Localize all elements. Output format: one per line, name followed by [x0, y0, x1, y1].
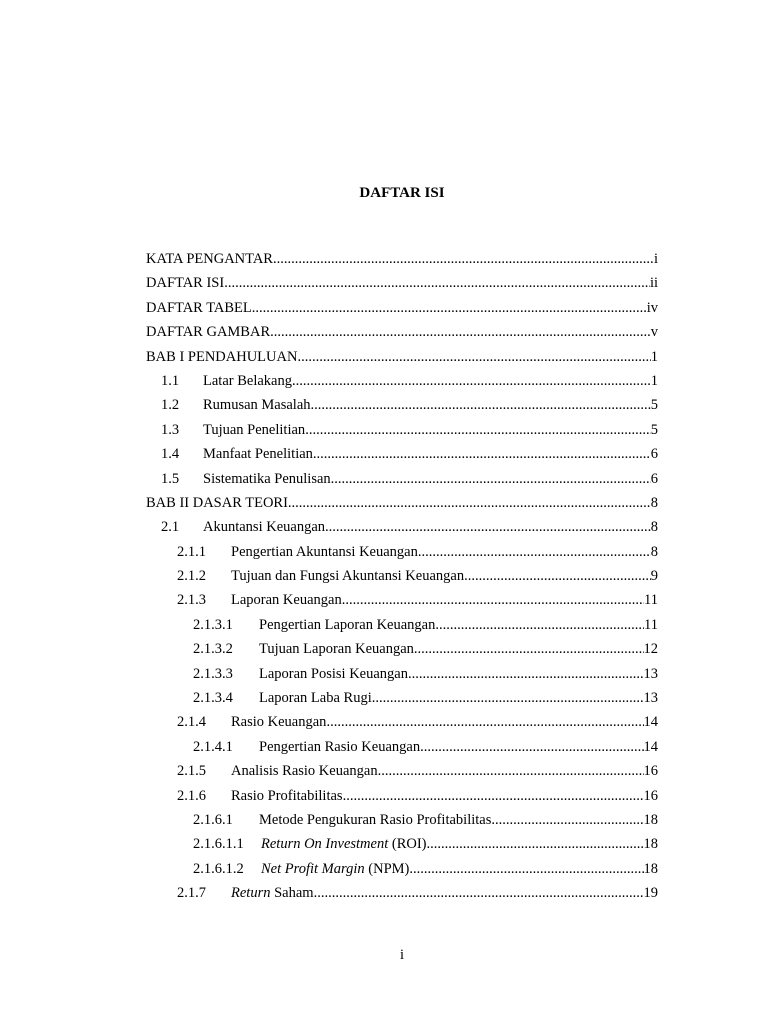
toc-entry-label-text: Laporan Posisi Keuangan: [259, 665, 408, 682]
toc-entry-label-text: DAFTAR GAMBAR: [146, 324, 271, 341]
toc-entry: [146, 784, 658, 808]
toc-entry-page: 1: [650, 372, 658, 389]
toc-entry-number: 2.1.3: [177, 592, 206, 609]
toc-entry: [146, 808, 658, 832]
toc-entry-label: [261, 832, 427, 856]
dot-leader: [292, 369, 651, 393]
toc-entry-page: 18: [643, 811, 658, 828]
toc-entry-page: 19: [643, 885, 658, 902]
toc-entry-number: 1.3: [161, 421, 180, 438]
toc-entry-label-text: Rasio Keuangan: [231, 714, 327, 731]
toc-entry-label: [146, 247, 273, 271]
toc-entry: [146, 515, 658, 539]
toc-entry-label: [203, 393, 311, 417]
toc-entry-number: 1.4: [161, 446, 180, 463]
dot-leader: [305, 418, 651, 442]
toc-entry-number: 2.1.5: [177, 763, 206, 780]
toc-entry-page: 11: [644, 616, 658, 633]
dot-leader: [408, 662, 644, 686]
toc-entry-label: [259, 808, 491, 832]
toc-entry-page: 8: [650, 494, 658, 511]
dot-leader: [414, 637, 644, 661]
dot-leader: [418, 540, 651, 564]
toc-entry-label-text: Laporan Keuangan: [231, 592, 342, 609]
toc-entry-label-text: (NPM): [364, 860, 410, 877]
toc-entry-label-text: Rasio Profitabilitas: [231, 787, 343, 804]
toc-entry: [146, 247, 658, 271]
toc-entry-label: [259, 735, 420, 759]
toc-entry-label-text: Metode Pengukuran Rasio Profitabilitas: [259, 811, 492, 828]
toc-entry-page: iv: [646, 299, 658, 316]
toc-entry-label-text: BAB I PENDAHULUAN: [146, 348, 298, 365]
toc-entry: [146, 418, 658, 442]
dot-leader: [372, 686, 644, 710]
toc-entry: [146, 296, 658, 320]
toc-entry-label-text: Manfaat Penelitian: [203, 446, 313, 463]
toc-entry-label: [259, 613, 435, 637]
toc-entry-label-text: Akuntansi Keuangan: [203, 519, 326, 536]
toc-entry-page: 16: [643, 763, 658, 780]
toc-entry-number: 2.1.2: [177, 568, 206, 585]
toc-entry-label-text: Pengertian Rasio Keuangan: [259, 738, 421, 755]
toc-entry-label-text: Sistematika Penulisan: [203, 470, 331, 487]
dot-leader: [270, 320, 651, 344]
dot-leader: [409, 857, 643, 881]
toc-entry-label: [146, 320, 270, 344]
toc-entry-page: 13: [643, 665, 658, 682]
toc-entry-page: 18: [643, 836, 658, 853]
toc-entry-label: [146, 345, 297, 369]
toc-entry-label-italic: Return: [231, 885, 271, 902]
toc-entry-label-text: KATA PENGANTAR: [146, 251, 273, 267]
toc-entry-label: [231, 710, 326, 734]
toc-entry-label: [259, 686, 372, 710]
toc-entry-number: 2.1.3.3: [193, 665, 233, 682]
toc-entry: [146, 564, 658, 588]
toc-entry-label-italic: Net Profit Margin: [261, 860, 365, 877]
toc-entry-label: [231, 759, 378, 783]
toc-entry: [146, 271, 658, 295]
toc-entry-label: [203, 515, 325, 539]
dot-leader: [378, 759, 644, 783]
toc-entry-page: 8: [650, 543, 658, 560]
toc-entry-page: 14: [643, 714, 658, 731]
toc-entry-page: 5: [650, 421, 658, 438]
toc-entry-label-text: Tujuan Penelitian: [203, 421, 306, 438]
dot-leader: [313, 442, 651, 466]
dot-leader: [297, 345, 650, 369]
dot-leader: [427, 832, 644, 856]
toc-entry-label: [146, 491, 288, 515]
toc-entry: [146, 832, 658, 856]
toc-entry-label: [231, 540, 418, 564]
toc-entry-label: [261, 857, 409, 881]
toc-entry-label: [203, 442, 313, 466]
toc-entry: [146, 491, 658, 515]
toc-entry-number: 2.1.6.1.2: [193, 860, 244, 877]
dot-leader: [314, 881, 644, 905]
toc-entry: [146, 759, 658, 783]
toc-entry-label: [146, 296, 252, 320]
toc-entry-page: 14: [643, 738, 658, 755]
toc-entry-label-text: DAFTAR TABEL: [146, 299, 252, 316]
toc-entry-label-text: BAB II DASAR TEORI: [146, 494, 288, 511]
toc-entry-label-text: DAFTAR ISI: [146, 275, 225, 292]
toc-entry-number: 2.1.4: [177, 714, 206, 731]
dot-leader: [325, 515, 651, 539]
toc-entry-number: 2.1.7: [177, 885, 206, 902]
toc-entry-number: 2.1.3.2: [193, 641, 233, 658]
toc-entry: [146, 393, 658, 417]
toc-entry-page: v: [650, 324, 658, 341]
toc-entry: [146, 710, 658, 734]
toc-entry-page: 5: [650, 397, 658, 414]
toc-entry: [146, 613, 658, 637]
toc-entry-label-text: Tujuan Laporan Keuangan: [259, 641, 414, 658]
toc-entry-number: 2.1: [161, 519, 180, 536]
page-title: DAFTAR ISI: [359, 185, 445, 201]
toc-entry-page: 18: [643, 860, 658, 877]
toc-entry-page: 6: [650, 446, 658, 463]
toc-entry: [146, 662, 658, 686]
toc-entry-number: 2.1.3.4: [193, 690, 233, 707]
toc-entry-page: 12: [643, 641, 658, 658]
toc-entry-number: 2.1.6: [177, 787, 206, 804]
toc-entry-label-text: Pengertian Laporan Keuangan: [259, 616, 436, 633]
dot-leader: [273, 247, 654, 271]
toc-entry: [146, 320, 658, 344]
toc-entry-label-text: Latar Belakang: [203, 372, 292, 389]
toc-entry: [146, 686, 658, 710]
toc-entry: [146, 540, 658, 564]
toc-entry: [146, 735, 658, 759]
toc-entry-label-text: Tujuan dan Fungsi Akuntansi Keuangan: [231, 568, 465, 585]
toc-entry-label: [231, 784, 343, 808]
toc-entry-label-text: Laporan Laba Rugi: [259, 690, 372, 707]
toc-entry-number: 2.1.1: [177, 543, 206, 560]
toc-entry: [146, 467, 658, 491]
toc-entry: [146, 881, 658, 905]
toc-entry-label: [203, 467, 331, 491]
toc-entry-label-text: (ROI): [388, 836, 427, 853]
dot-leader: [491, 808, 643, 832]
dot-leader: [288, 491, 651, 515]
toc-entry-number: 2.1.3.1: [193, 616, 233, 633]
toc-entry-label-text: Rumusan Masalah: [203, 397, 311, 414]
toc-entry: [146, 369, 658, 393]
toc-entry-number: 2.1.4.1: [193, 738, 233, 755]
toc-entry-label-text: Pengertian Akuntansi Keuangan: [231, 543, 418, 560]
toc-entry: [146, 588, 658, 612]
toc-entry-page: ii: [649, 275, 658, 292]
toc-entry-number: 1.1: [161, 372, 180, 389]
toc-entry-label: [259, 637, 414, 661]
dot-leader: [331, 467, 651, 491]
toc-entry-page: 9: [650, 568, 658, 585]
toc-entry-page: 6: [650, 470, 658, 487]
dot-leader: [311, 393, 651, 417]
toc-entry-number: 1.2: [161, 397, 180, 414]
toc-entry-number: 2.1.6.1: [193, 811, 233, 828]
toc-entry-label: [231, 564, 464, 588]
dot-leader: [326, 710, 643, 734]
toc-entry-label: [231, 881, 314, 905]
toc-entry-page: 11: [644, 592, 658, 609]
toc-entry: [146, 857, 658, 881]
dot-leader: [435, 613, 644, 637]
toc-entry-label: [203, 369, 292, 393]
toc-entry-number: 2.1.6.1.1: [193, 836, 244, 853]
toc-entry-label-text: Saham: [270, 885, 314, 902]
dot-leader: [343, 784, 644, 808]
dot-leader: [420, 735, 643, 759]
toc-entry-label: [259, 662, 408, 686]
toc-entry: [146, 345, 658, 369]
toc-entry-label: [146, 271, 224, 295]
toc-entry-page: 13: [643, 690, 658, 707]
toc-entry-page: 16: [643, 787, 658, 804]
dot-leader: [224, 271, 650, 295]
toc-entry-number: 1.5: [161, 470, 180, 487]
page-number: i: [399, 947, 405, 963]
toc-entry: [146, 442, 658, 466]
toc-entry-page: 8: [650, 519, 658, 536]
toc-entry-label-text: Analisis Rasio Keuangan: [231, 763, 378, 780]
toc-entry-label-italic: Return On Investment: [261, 836, 389, 853]
toc-entry-page: i: [653, 251, 658, 267]
toc-entry-page: 1: [650, 348, 658, 365]
dot-leader: [464, 564, 651, 588]
table-of-contents: [146, 247, 658, 906]
toc-entry-label: [203, 418, 305, 442]
toc-entry: [146, 637, 658, 661]
toc-entry-label: [231, 588, 342, 612]
dot-leader: [252, 296, 647, 320]
dot-leader: [342, 588, 644, 612]
